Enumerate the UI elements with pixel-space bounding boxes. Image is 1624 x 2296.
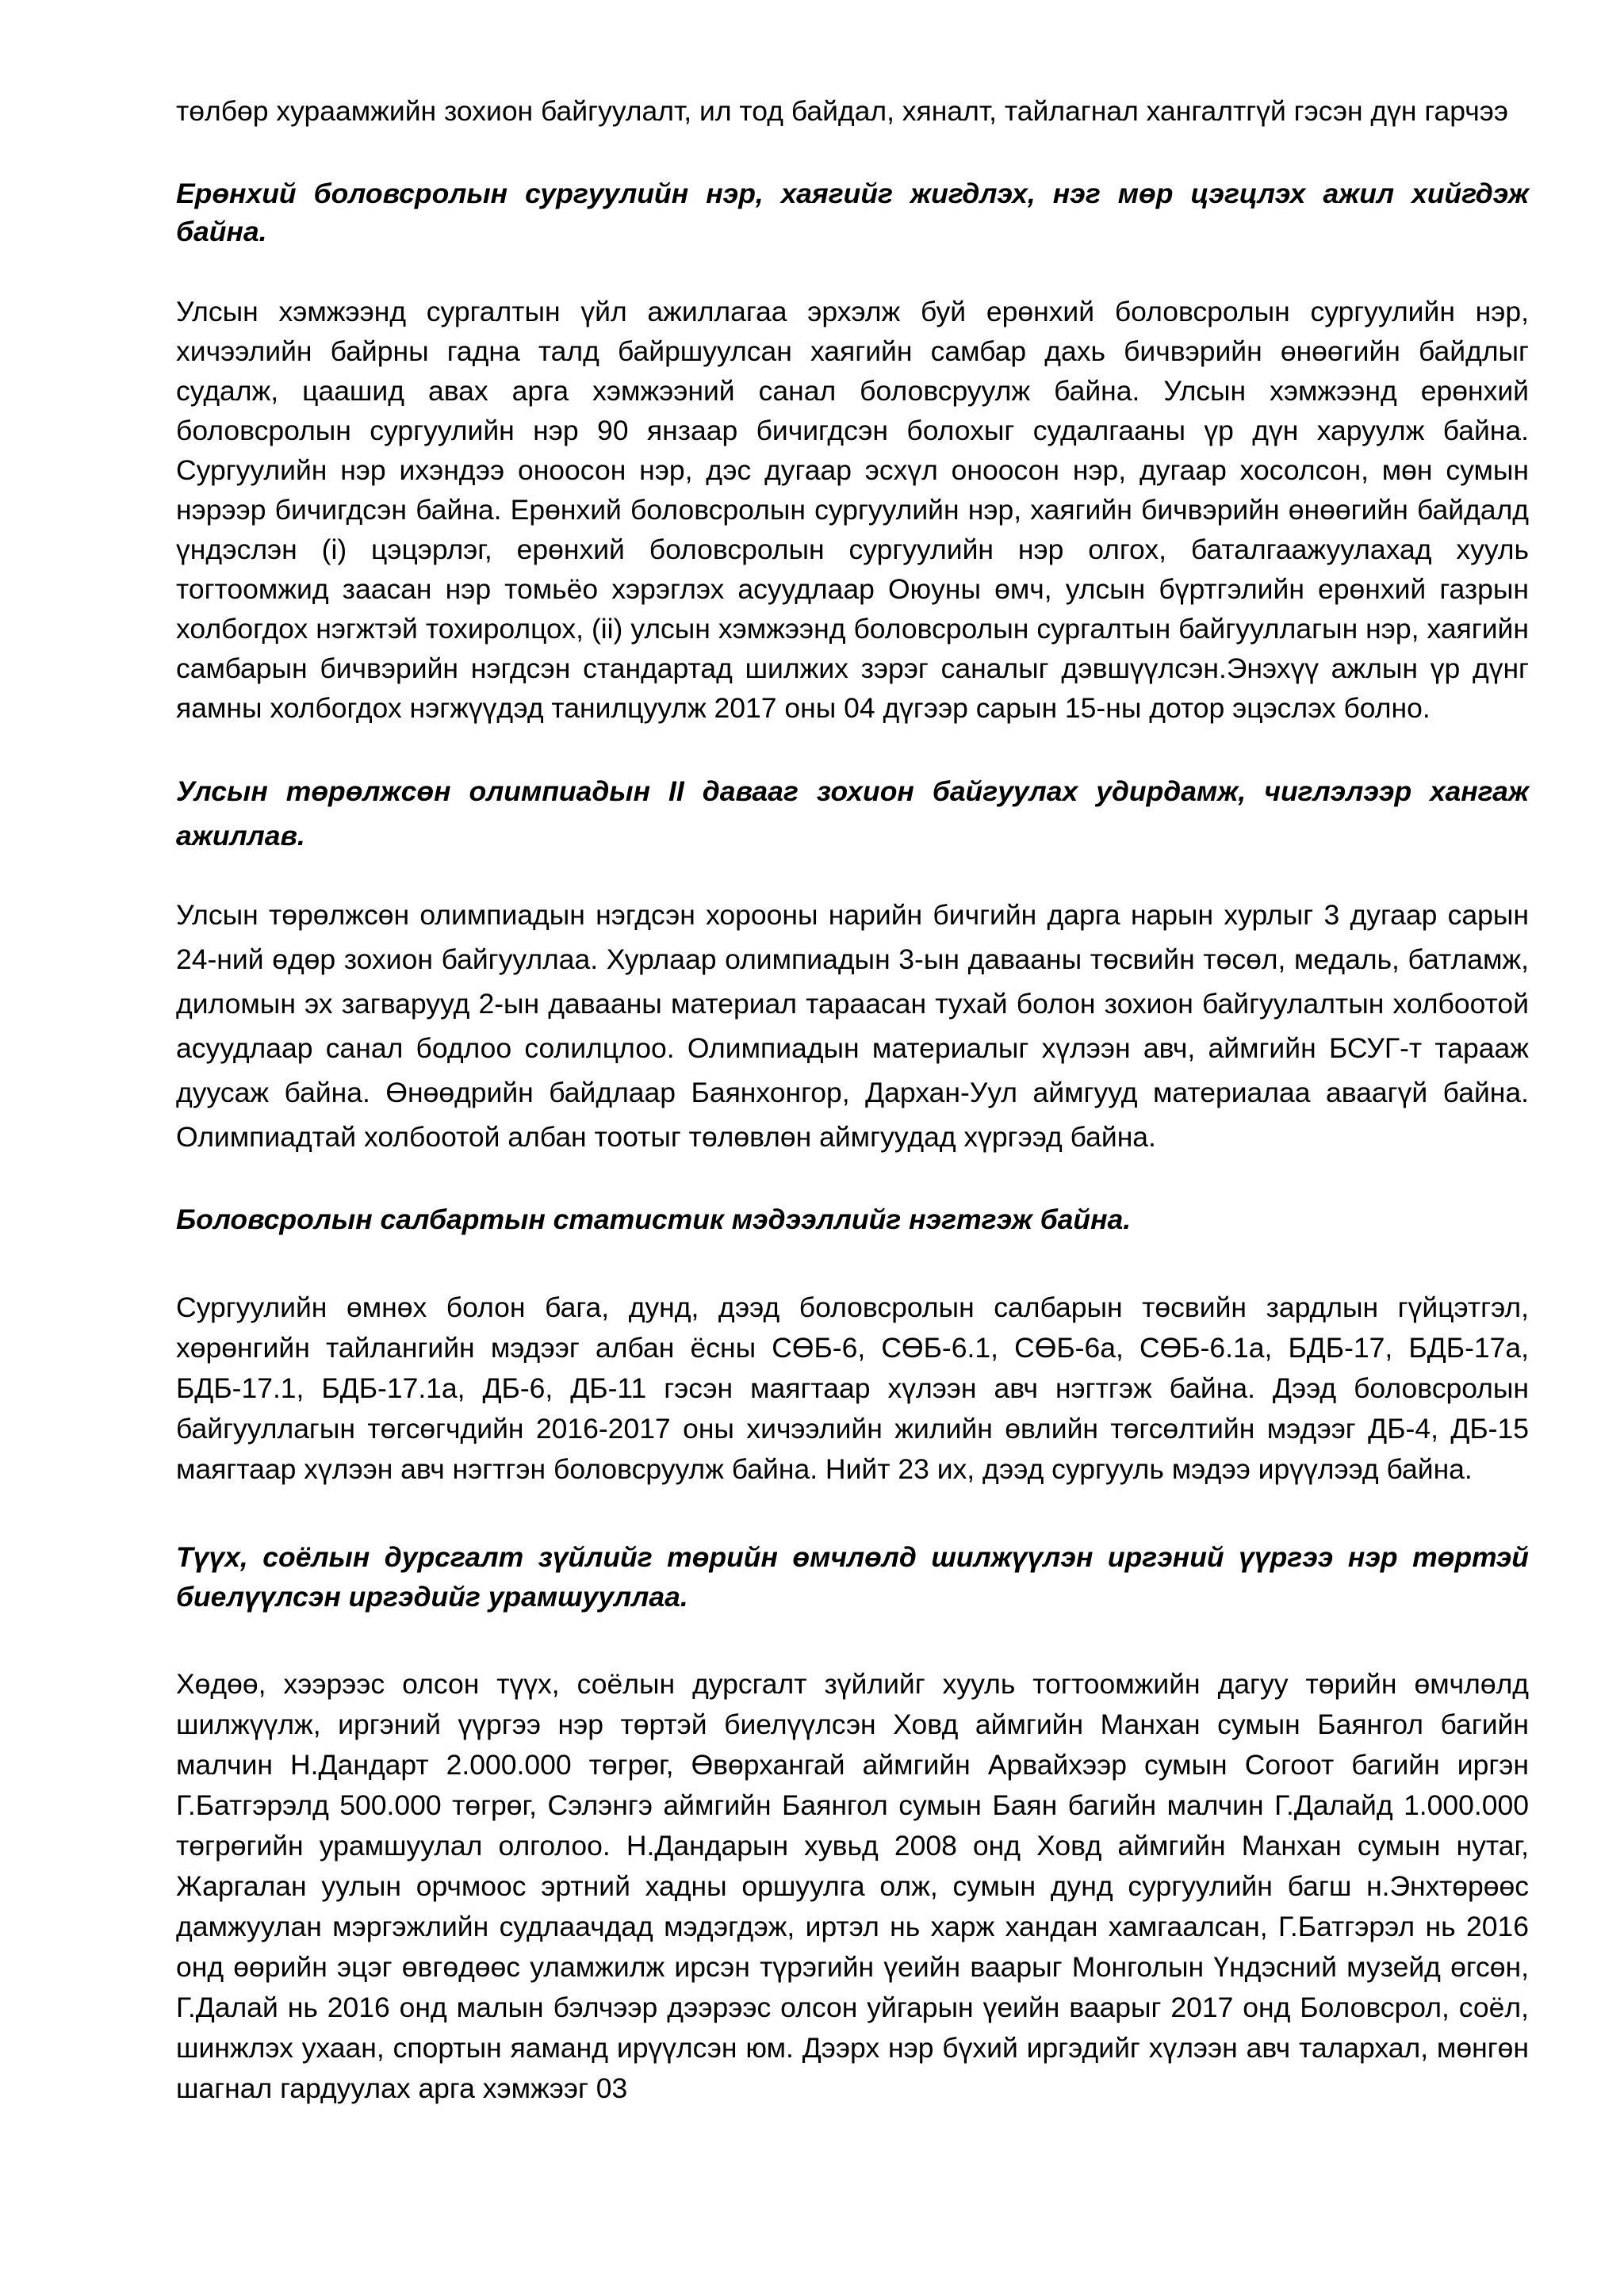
section-heading-olympiad: Улсын төрөлжсөн олимпиадын II давааг зохион байгуулах удирдамж, чиглэлээр хангаж ажиллав. — [176, 775, 1529, 851]
intro-paragraph: төлбөр хураамжийн зохион байгуулалт, ил тод байдал, хяналт, тайлагнал хангалтгүй гэсэн дүн гарчээ — [176, 95, 1508, 127]
section-heading-school-names: Ерөнхий боловсролын сургуулийн нэр, хаягийг жигдлэх, нэг мөр цэгцлэх ажил хийгдэж байна. — [176, 178, 1529, 247]
section-body-school-names: Улсын хэмжээнд сургалтын үйл ажиллагаа эрхэлж буй ерөнхий боловсролын сургуулийн нэр, хичээлийн байрны гадна талд байршуулсан хаягийн самбар дахь бичвэрийн өнөөгийн байдлыг судалж, цаашид авах арга хэмжээний санал боловсруулж байна. Улсын хэмжээнд ерөнхий боловсролын сургуулийн нэр 90 янзаар бичигдсэн болохыг судалгааны үр дүн харуулж байна. Сургуулийн нэр ихэндээ оноосон нэр, дэс дугаар эсхүл оноосон нэр, дугаар хосолсон, мөн сумын нэрээр бичигдсэн байна. Ерөнхий боловсролын сургуулийн нэр, хаягийн бичвэрийн өнөөгийн байдалд үндэслэн (i) цэцэрлэг, ерөнхий боловсролын сургуулийн нэр олгох, баталгаажуулахад хууль тогтоомжид заасан нэр томьёо хэрэглэх асуудлаар Оюуны өмч, улсын бүртгэлийн ерөнхий газрын холбогдох нэгжтэй тохиролцох, (ii) улсын хэмжээнд боловсролын сургалтын байгууллагын нэр, хаягийн самбарын бичвэрийн нэгдсэн стандартад шилжих зэрэг саналыг дэвшүүлсэн.Энэхүү ажлын үр дүнг яамны холбогдох нэгжүүдэд танилцуулж 2017 оны 04 дүгээр сарын 15-ны дотор эцэслэх болно. — [176, 296, 1529, 724]
section-body-statistics: Сургуулийн өмнөх болон бага, дунд, дээд боловсролын салбарын төсвийн зардлын гүйцэтгэл, хөрөнгийн тайлангийн мэдээг албан ёсны СӨБ-6, СӨБ-6.1, СӨБ-6а, СӨБ-6.1а, БДБ-17, БДБ-17а, БДБ-17.1, БДБ-17.1а, ДБ-6, ДБ-11 гэсэн маягтаар хүлээн авч нэгтгэж байна. Дээд боловсролын байгууллагын төгсөгчдийн 2016-2017 оны хичээлийн жилийн өвлийн төгсөлтийн мэдээг ДБ-4, ДБ-15 маягтаар хүлээн авч нэгтгэн боловсруулж байна. Нийт 23 их, дээд сургууль мэдээ ирүүлээд байна. — [176, 1292, 1529, 1485]
section-heading-heritage: Түүх, соёлын дурсгалт зүйлийг төрийн өмчлөлд шилжүүлэн иргэний үүргээ нэр төртэй биелүүлсэн иргэдийг урамшууллаа. — [176, 1541, 1529, 1613]
document-page — [176, 89, 1529, 2109]
section-body-heritage: Хөдөө, хээрээс олсон түүх, соёлын дурсгалт зүйлийг хууль тогтоомжийн дагуу төрийн өмчлөлд шилжүүлж, иргэний үүргээ нэр төртэй биелүүлсэн Ховд аймгийн Манхан сумын Баянгол багийн малчин Н.Дандарт 2.000.000 төгрөг, Өвөрхангай аймгийн Арвайхээр сумын Согоот багийн иргэн Г.Батгэрэлд 500.000 төгрөг, Сэлэнгэ аймгийн Баянгол сумын Баян багийн малчин Г.Далайд 1.000.000 төгрөгийн урамшуулал олголоо. Н.Дандарын хувьд 2008 онд Ховд аймгийн Манхан сумын нутаг, Жаргалан уулын орчмоос эртний хадны оршуулга олж, сумын дунд сургуулийн багш н.Энхтөрөөс дамжуулан мэргэжлийн судлаачдад мэдэгдэж, иртэл нь харж хандан хамгаалсан, Г.Батгэрэл нь 2016 онд өөрийн эцэг өвгөдөөс уламжилж ирсэн түрэгийн үеийн ваарыг Монголын Үндэсний музейд өгсөн, Г.Далай нь 2016 онд малын бэлчээр дээрээс олсон уйгарын үеийн ваарыг 2017 онд Боловсрол, соёл, шинжлэх ухаан, спортын яаманд ирүүлсэн юм. Дээрх нэр бүхий иргэдийг хүлээн авч талархал, мөнгөн шагнал гардуулах арга хэмжээг 03 — [176, 1668, 1529, 2104]
section-heading-statistics: Боловсролын салбартын статистик мэдээллийг нэгтгэж байна. — [176, 1203, 1132, 1235]
section-body-olympiad: Улсын төрөлжсөн олимпиадын нэгдсэн хорооны нарийн бичгийн дарга нарын хурлыг 3 дугаар сарын 24-ний өдөр зохион байгууллаа. Хурлаар олимпиадын 3-ын давааны төсвийн төсөл, медаль, батламж, диломын эх загварууд 2-ын давааны материал тараасан тухай болон зохион байгуулалтын холбоотой асуудлаар санал бодлоо солилцлоо. Олимпиадын материалыг хүлээн авч, аймгийн БСУГ-т тарааж дуусаж байна. Өнөөдрийн байдлаар Баянхонгор, Дархан-Уул аймгууд материалаа аваагүй байна. Олимпиадтай холбоотой албан тоотыг төлөвлөн аймгуудад хүргээд байна. — [176, 899, 1529, 1153]
